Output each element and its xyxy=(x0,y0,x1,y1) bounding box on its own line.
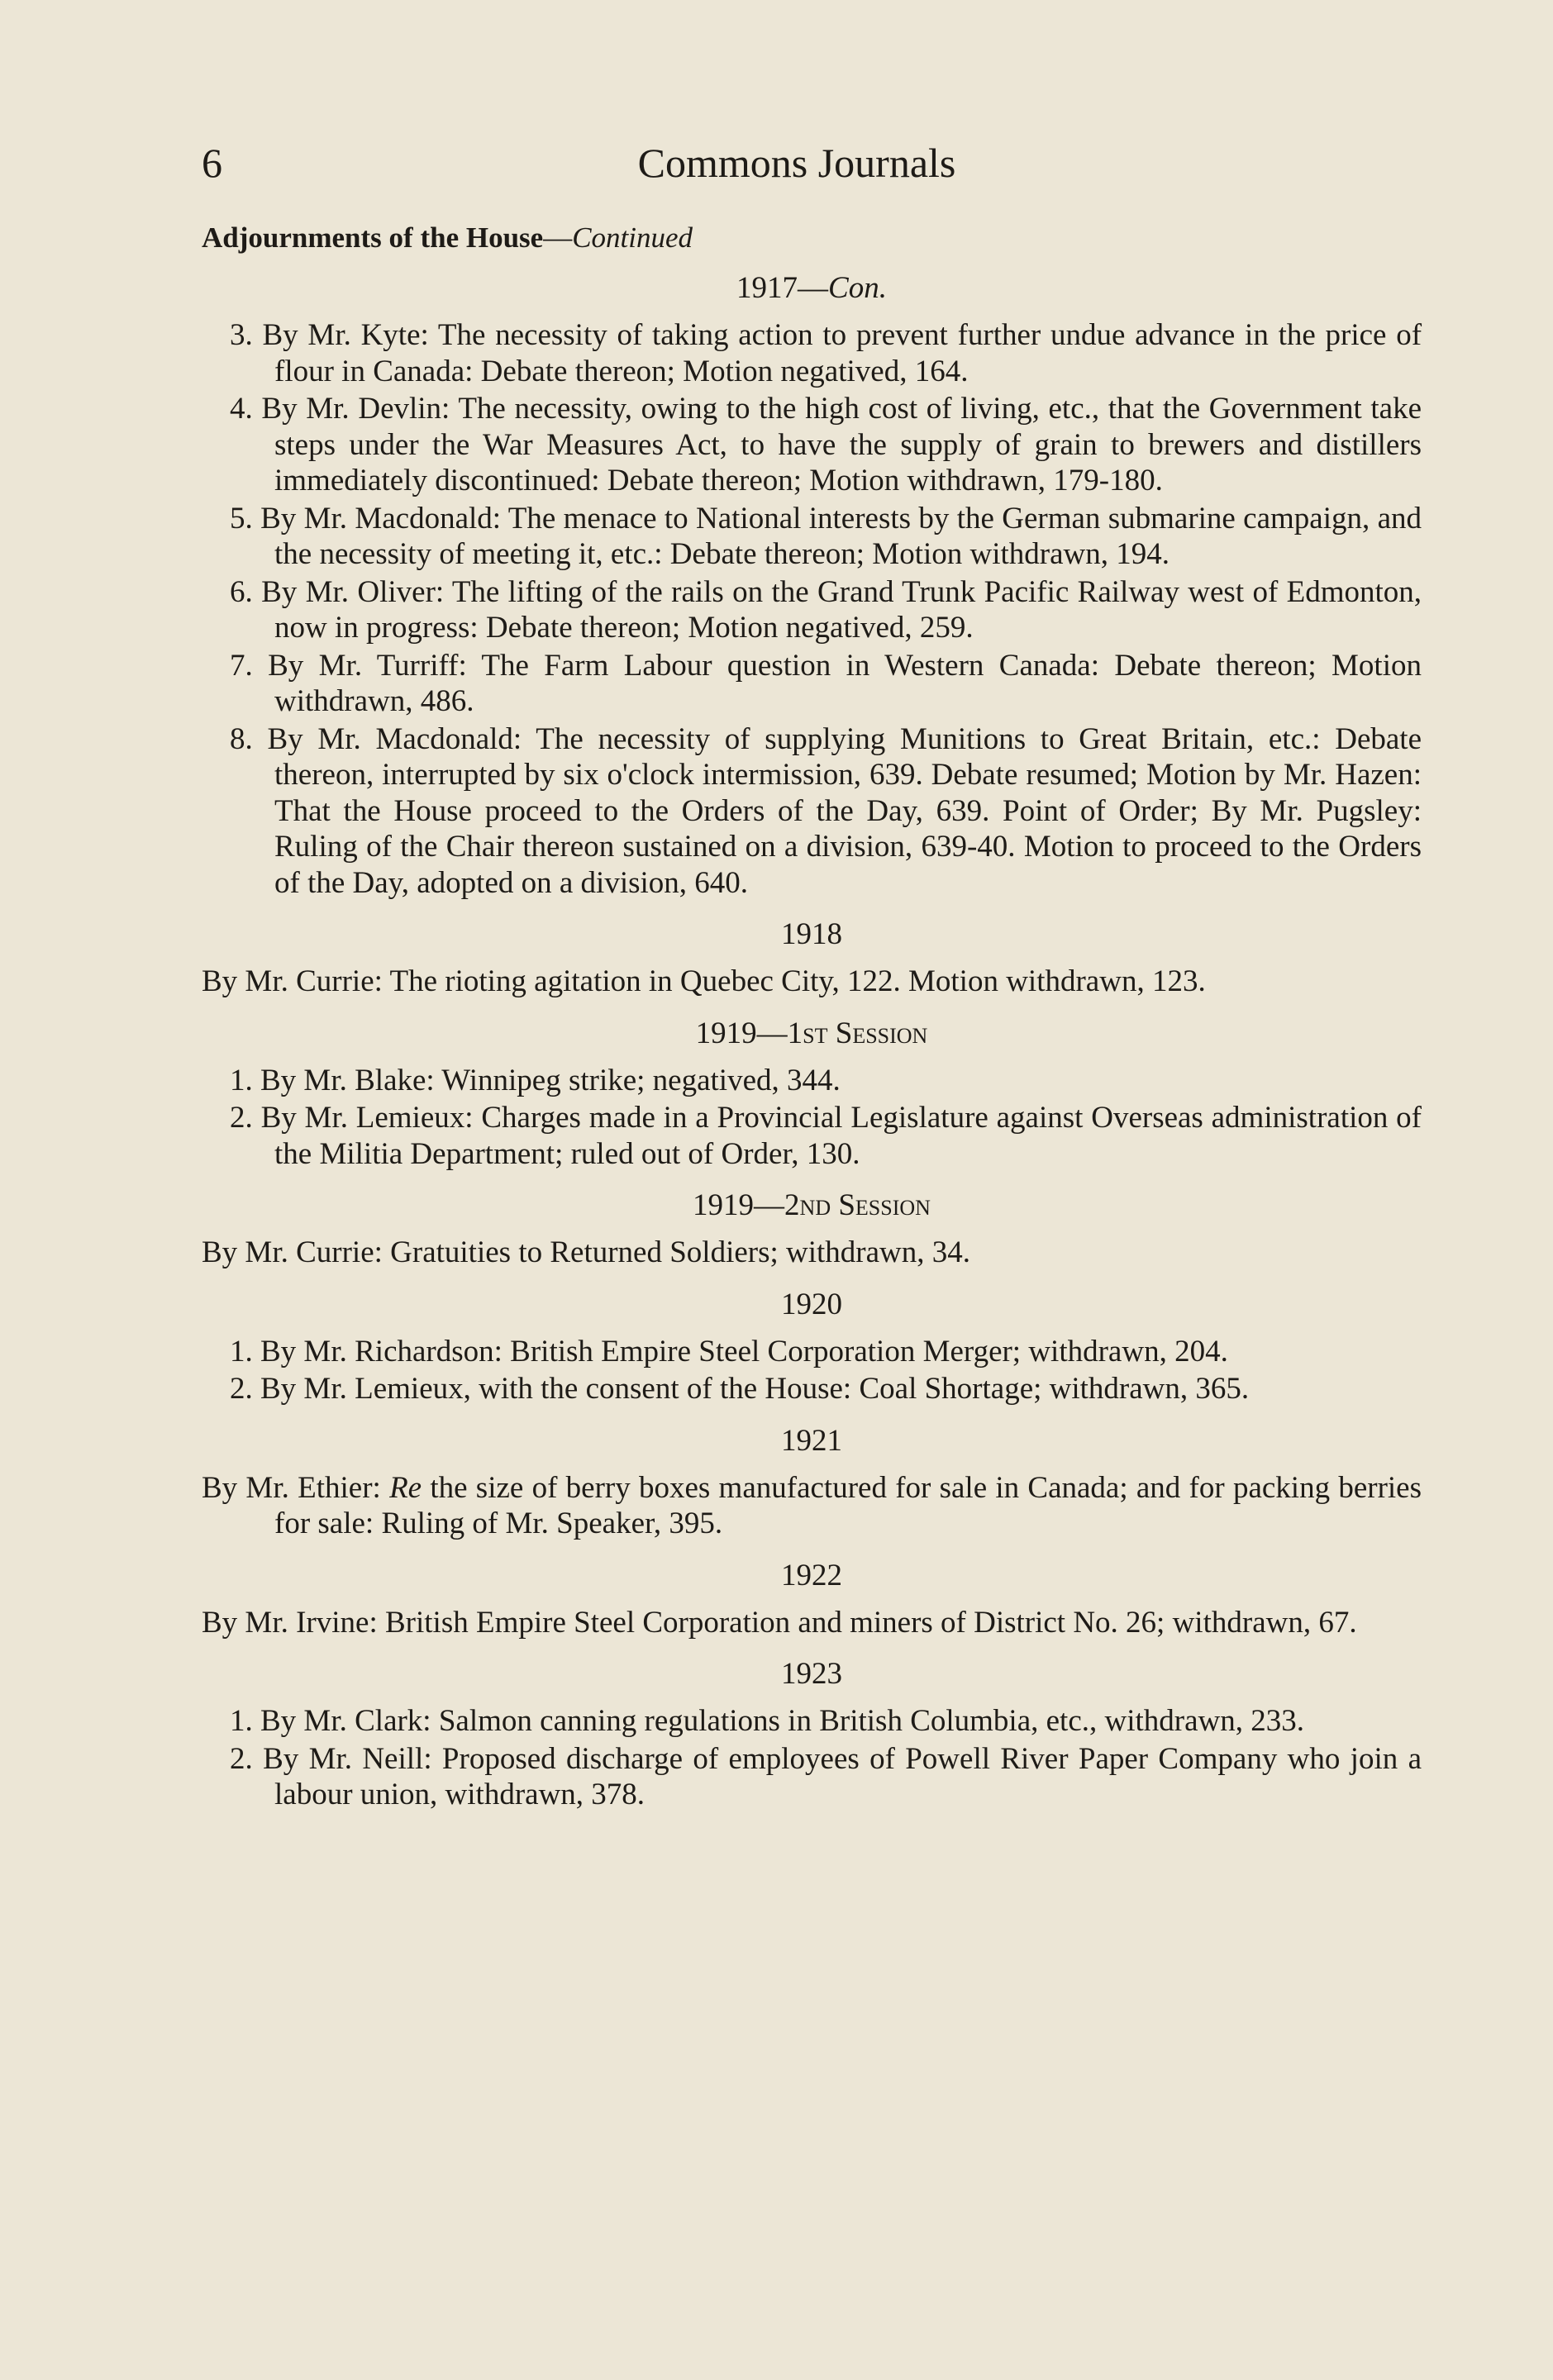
re-italic: Re xyxy=(389,1470,422,1505)
entry-number: 2. xyxy=(230,1101,253,1135)
entry-text: By Mr. Clark: Salmon canning regulations in British Columbia, etc., withdrawn, 233. xyxy=(260,1704,1305,1738)
entry-text: By Mr. Blake: Winnipeg strike; negatived, 344. xyxy=(260,1063,841,1097)
entry-number: 1. xyxy=(230,1704,253,1738)
year-suffix: Con. xyxy=(828,271,887,305)
entry-1919a-1 xyxy=(202,1063,1422,1099)
entry-text: By Mr. Macdonald: The necessity of supplying Munitions to Great Britain, etc.: Debate thereon, interrupted by six o'clock intermission, 639. Debate resumed; Motion by Mr. Hazen: That the House proceed to the Orders of the Day, 639. Point of Order; By Mr. Pugsley: Ruling of the Chair thereon sustained on a division, 639-40. Motion to proceed to the Orders of the Day, adopted on a division, 640. xyxy=(267,721,1422,900)
entry-text: By Mr. Neill: Proposed discharge of employees of Powell River Paper Company who join a labour union, withdrawn, 378. xyxy=(263,1741,1422,1811)
entry-1917-3 xyxy=(202,317,1422,389)
entry-text: By Mr. Richardson: British Empire Steel Corporation Merger; withdrawn, 204. xyxy=(260,1334,1228,1368)
entry-1921: By Mr. Ethier: Re the size of berry boxes manufactured for sale in Canada; and for packing berries for sale: Ruling of Mr. Speaker, 395. xyxy=(202,1470,1422,1540)
entry-1917-5 xyxy=(202,501,1422,573)
entry-text: By Mr. Lemieux, with the consent of the House: Coal Shortage; withdrawn, 365. xyxy=(260,1372,1250,1406)
entry-number: 1. xyxy=(230,1063,253,1097)
entry-1917-8 xyxy=(202,721,1422,902)
entry-text: By Mr. Oliver: The lifting of the rails on the Grand Trunk Pacific Railway west of Edmonton, now in progress: Debate thereon; Motion negatived, 259. xyxy=(261,574,1422,645)
entry-1917-6 xyxy=(202,574,1422,646)
year-heading-1919-second-session: 1919—2nd Session xyxy=(693,1188,931,1222)
entry-1922: By Mr. Irvine: British Empire Steel Corporation and miners of District No. 26; withdrawn, 67. xyxy=(202,1605,1357,1640)
entry-number: 4. xyxy=(230,392,253,426)
page-number: 6 xyxy=(202,140,222,186)
section-heading xyxy=(202,221,1422,255)
year-heading-1919-first-session: 1919—1st Session xyxy=(695,1016,928,1050)
entry-text: By Mr. Turriff: The Farm Labour question in Western Canada: Debate thereon; Motion withdrawn, 486. xyxy=(268,648,1422,718)
entry-1917-4 xyxy=(202,391,1422,499)
entry-1919a-2 xyxy=(202,1100,1422,1172)
section-dash: — xyxy=(543,221,573,254)
section-title: Adjournments of the House xyxy=(202,221,544,254)
entry-1923-1 xyxy=(202,1703,1422,1740)
year-heading-1923: 1923 xyxy=(781,1657,842,1691)
year-heading-1922: 1922 xyxy=(781,1558,842,1592)
entry-number: 8. xyxy=(230,721,253,756)
entry-1920-2 xyxy=(202,1371,1422,1407)
year-heading-1917: 1917—Con. xyxy=(736,271,887,305)
entry-1917-7 xyxy=(202,648,1422,720)
entry-number: 2. xyxy=(230,1372,253,1406)
entry-1920-1 xyxy=(202,1334,1422,1370)
entry-number: 5. xyxy=(230,501,253,536)
year-heading-1921: 1921 xyxy=(781,1423,842,1458)
entry-1923-2 xyxy=(202,1741,1422,1813)
entry-text: By Mr. Lemieux: Charges made in a Provincial Legislature against Overseas administration of the Militia Department; ruled out of Order, 130. xyxy=(260,1101,1422,1171)
entry-number: 2. xyxy=(230,1741,253,1776)
section-continued: Continued xyxy=(572,221,693,254)
entry-text: By Mr. Devlin: The necessity, owing to the high cost of living, etc., that the Government take steps under the War Measures Act, to have the supply of grain to brewers and distillers immediately discontinued: Debate thereon; Motion withdrawn, 179-180. xyxy=(261,392,1422,497)
running-head xyxy=(202,139,1392,197)
entry-text: By Mr. Macdonald: The menace to National interests by the German submarine campaign, and the necessity of meeting it, etc.: Debate thereon; Motion withdrawn, 194. xyxy=(260,501,1422,571)
entry-1919b: By Mr. Currie: Gratuities to Returned Soldiers; withdrawn, 34. xyxy=(202,1235,971,1269)
entry-1918: By Mr. Currie: The rioting agitation in Quebec City, 122. Motion withdrawn, 123. xyxy=(202,964,1206,998)
entry-number: 3. xyxy=(230,318,253,352)
entry-number: 1. xyxy=(230,1334,253,1368)
year-heading-1918: 1918 xyxy=(781,917,842,951)
entry-number: 7. xyxy=(230,648,253,683)
entry-text: By Mr. Kyte: The necessity of taking action to prevent further undue advance in the price of flour in Canada: Debate thereon; Motion negatived, 164. xyxy=(262,318,1422,388)
year-heading-1920: 1920 xyxy=(781,1287,842,1321)
page-content xyxy=(202,221,1422,1815)
journal-title: Commons Journals xyxy=(637,140,956,186)
entry-number: 6. xyxy=(230,574,253,609)
